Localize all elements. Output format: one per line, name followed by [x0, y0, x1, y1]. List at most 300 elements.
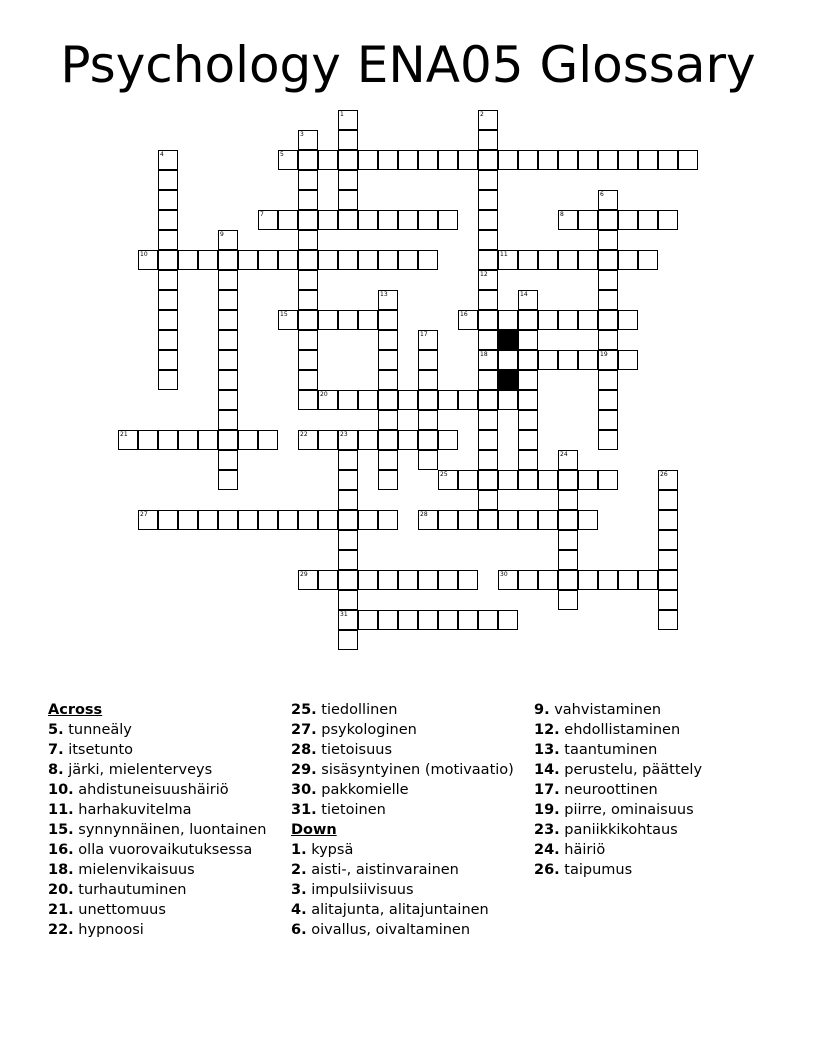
- grid-cell[interactable]: [558, 530, 578, 550]
- grid-cell[interactable]: [158, 510, 178, 530]
- clue-number: 18: [480, 351, 488, 358]
- grid-cell[interactable]: [378, 570, 398, 590]
- clue-number-label: 26.: [534, 862, 560, 878]
- grid-cell[interactable]: [298, 390, 318, 410]
- grid-cell[interactable]: [398, 150, 418, 170]
- grid-cell[interactable]: [598, 270, 618, 290]
- grid-cell[interactable]: [158, 230, 178, 250]
- clue-number-label: 22.: [48, 922, 74, 938]
- grid-cell[interactable]: [618, 250, 638, 270]
- down-clue: [534, 740, 702, 760]
- grid-cell[interactable]: [218, 290, 238, 310]
- grid-cell[interactable]: [158, 190, 178, 210]
- grid-cell[interactable]: [518, 370, 538, 390]
- grid-cell[interactable]: [238, 430, 258, 450]
- grid-cell[interactable]: [218, 350, 238, 370]
- grid-cell[interactable]: [338, 210, 358, 230]
- clue-number-label: 3.: [291, 882, 307, 898]
- grid-cell[interactable]: [498, 470, 518, 490]
- grid-cell[interactable]: [558, 570, 578, 590]
- grid-cell[interactable]: [298, 150, 318, 170]
- grid-cell[interactable]: [178, 250, 198, 270]
- grid-cell[interactable]: [578, 210, 598, 230]
- grid-cell[interactable]: [378, 390, 398, 410]
- clue-text: sisäsyntyinen (motivaatio): [316, 762, 514, 778]
- grid-cell[interactable]: [218, 450, 238, 470]
- grid-cell[interactable]: [658, 570, 678, 590]
- clue-number: 20: [320, 391, 328, 398]
- grid-cell[interactable]: [538, 350, 558, 370]
- grid-cell[interactable]: [518, 310, 538, 330]
- grid-cell[interactable]: [598, 390, 618, 410]
- clue-text: hypnoosi: [73, 922, 144, 938]
- grid-cell[interactable]: [218, 330, 238, 350]
- grid-cell[interactable]: [198, 250, 218, 270]
- clue-text: pakkomielle: [316, 782, 409, 798]
- grid-cell[interactable]: [218, 410, 238, 430]
- grid-cell[interactable]: [218, 230, 238, 250]
- grid-cell[interactable]: [358, 610, 378, 630]
- grid-cell[interactable]: [618, 310, 638, 330]
- grid-cell[interactable]: [378, 610, 398, 630]
- grid-cell[interactable]: [458, 150, 478, 170]
- grid-cell[interactable]: [518, 330, 538, 350]
- grid-cell[interactable]: [338, 430, 358, 450]
- grid-cell[interactable]: [478, 130, 498, 150]
- grid-cell[interactable]: [578, 350, 598, 370]
- grid-cell[interactable]: [578, 470, 598, 490]
- grid-cell[interactable]: [338, 150, 358, 170]
- grid-cell[interactable]: [378, 450, 398, 470]
- grid-cell[interactable]: [378, 250, 398, 270]
- clue-text: ahdistuneisuushäiriö: [73, 782, 229, 798]
- across-clue: [48, 820, 266, 840]
- grid-cell[interactable]: [478, 330, 498, 350]
- grid-cell[interactable]: [478, 290, 498, 310]
- grid-cell[interactable]: [158, 310, 178, 330]
- grid-cell[interactable]: [598, 210, 618, 230]
- grid-cell[interactable]: [418, 250, 438, 270]
- grid-cell[interactable]: [378, 410, 398, 430]
- grid-cell[interactable]: [218, 270, 238, 290]
- grid-cell[interactable]: [438, 390, 458, 410]
- grid-cell[interactable]: [418, 330, 438, 350]
- grid-cell[interactable]: [358, 210, 378, 230]
- grid-cell[interactable]: [458, 510, 478, 530]
- grid-cell[interactable]: [298, 430, 318, 450]
- grid-cell[interactable]: [318, 150, 338, 170]
- grid-cell[interactable]: [298, 290, 318, 310]
- grid-cell[interactable]: [418, 570, 438, 590]
- grid-cell[interactable]: [338, 130, 358, 150]
- grid-cell[interactable]: [638, 150, 658, 170]
- grid-cell[interactable]: [378, 370, 398, 390]
- clue-text: taantuminen: [559, 742, 658, 758]
- grid-cell[interactable]: [318, 570, 338, 590]
- grid-cell[interactable]: [298, 350, 318, 370]
- grid-cell[interactable]: [318, 310, 338, 330]
- grid-cell[interactable]: [518, 290, 538, 310]
- grid-cell[interactable]: [338, 190, 358, 210]
- clue-number: 1: [340, 111, 344, 118]
- grid-cell[interactable]: [518, 450, 538, 470]
- grid-cell[interactable]: [478, 230, 498, 250]
- grid-cell[interactable]: [238, 250, 258, 270]
- grid-cell[interactable]: [338, 310, 358, 330]
- grid-cell[interactable]: [338, 450, 358, 470]
- grid-cell[interactable]: [678, 150, 698, 170]
- grid-cell[interactable]: [658, 550, 678, 570]
- clue-number-label: 19.: [534, 802, 560, 818]
- grid-cell[interactable]: [358, 390, 378, 410]
- grid-cell[interactable]: [378, 470, 398, 490]
- grid-cell[interactable]: [398, 210, 418, 230]
- grid-cell[interactable]: [478, 190, 498, 210]
- grid-cell[interactable]: [218, 310, 238, 330]
- grid-cell[interactable]: [338, 510, 358, 530]
- grid-cell[interactable]: [138, 510, 158, 530]
- grid-cell[interactable]: [398, 390, 418, 410]
- grid-cell[interactable]: [618, 150, 638, 170]
- grid-cell[interactable]: [338, 250, 358, 270]
- grid-cell[interactable]: [518, 430, 538, 450]
- grid-cell[interactable]: [118, 430, 138, 450]
- grid-cell[interactable]: [238, 510, 258, 530]
- grid-cell[interactable]: [498, 310, 518, 330]
- grid-cell[interactable]: [358, 250, 378, 270]
- grid-cell[interactable]: [158, 170, 178, 190]
- grid-cell[interactable]: [198, 430, 218, 450]
- grid-cell[interactable]: [298, 270, 318, 290]
- clues-column-2: [291, 700, 514, 940]
- grid-cell[interactable]: [558, 590, 578, 610]
- grid-cell[interactable]: [578, 150, 598, 170]
- grid-cell[interactable]: [158, 150, 178, 170]
- grid-cell[interactable]: [218, 470, 238, 490]
- clue-number: 25: [440, 471, 448, 478]
- grid-cell[interactable]: [478, 350, 498, 370]
- grid-cell[interactable]: [258, 250, 278, 270]
- grid-cell[interactable]: [378, 210, 398, 230]
- grid-cell[interactable]: [338, 470, 358, 490]
- grid-cell[interactable]: [538, 250, 558, 270]
- grid-cell[interactable]: [618, 350, 638, 370]
- grid-cell[interactable]: [538, 150, 558, 170]
- grid-cell[interactable]: [658, 150, 678, 170]
- clue-number-label: 21.: [48, 902, 74, 918]
- grid-cell[interactable]: [518, 510, 538, 530]
- grid-cell[interactable]: [598, 350, 618, 370]
- grid-cell[interactable]: [298, 510, 318, 530]
- grid-cell[interactable]: [618, 570, 638, 590]
- grid-cell[interactable]: [638, 250, 658, 270]
- grid-cell[interactable]: [578, 570, 598, 590]
- grid-cell[interactable]: [218, 250, 238, 270]
- grid-cell[interactable]: [158, 250, 178, 270]
- grid-cell[interactable]: [478, 270, 498, 290]
- grid-cell[interactable]: [458, 470, 478, 490]
- grid-cell[interactable]: [558, 310, 578, 330]
- grid-cell[interactable]: [298, 190, 318, 210]
- grid-cell[interactable]: [598, 330, 618, 350]
- grid-cell[interactable]: [658, 610, 678, 630]
- grid-cell[interactable]: [558, 450, 578, 470]
- grid-cell[interactable]: [298, 130, 318, 150]
- grid-cell[interactable]: [598, 290, 618, 310]
- clue-text: harhakuvitelma: [73, 802, 192, 818]
- grid-cell[interactable]: [418, 390, 438, 410]
- grid-cell[interactable]: [158, 270, 178, 290]
- grid-cell[interactable]: [518, 250, 538, 270]
- grid-cell[interactable]: [438, 150, 458, 170]
- grid-cell[interactable]: [518, 470, 538, 490]
- grid-cell[interactable]: [178, 510, 198, 530]
- clue-text: turhautuminen: [73, 882, 187, 898]
- grid-cell[interactable]: [478, 430, 498, 450]
- grid-cell[interactable]: [158, 430, 178, 450]
- grid-cell[interactable]: [438, 470, 458, 490]
- clue-number-label: 20.: [48, 882, 74, 898]
- grid-cell[interactable]: [318, 510, 338, 530]
- grid-cell[interactable]: [478, 450, 498, 470]
- grid-cell[interactable]: [478, 390, 498, 410]
- grid-cell[interactable]: [338, 170, 358, 190]
- grid-cell[interactable]: [298, 370, 318, 390]
- grid-cell[interactable]: [498, 510, 518, 530]
- grid-cell[interactable]: [578, 310, 598, 330]
- clue-number: 10: [140, 251, 148, 258]
- grid-cell[interactable]: [298, 310, 318, 330]
- grid-cell[interactable]: [578, 250, 598, 270]
- grid-cell[interactable]: [198, 510, 218, 530]
- grid-cell[interactable]: [478, 490, 498, 510]
- grid-cell[interactable]: [438, 570, 458, 590]
- grid-cell[interactable]: [358, 430, 378, 450]
- grid-cell[interactable]: [658, 490, 678, 510]
- grid-cell[interactable]: [258, 430, 278, 450]
- grid-cell[interactable]: [478, 470, 498, 490]
- grid-cell[interactable]: [638, 210, 658, 230]
- grid-cell[interactable]: [558, 350, 578, 370]
- grid-cell[interactable]: [178, 430, 198, 450]
- down-header: Down: [291, 822, 337, 838]
- grid-cell[interactable]: [438, 430, 458, 450]
- grid-cell[interactable]: [278, 210, 298, 230]
- grid-cell[interactable]: [358, 310, 378, 330]
- clue-text: häiriö: [559, 842, 606, 858]
- grid-cell[interactable]: [518, 410, 538, 430]
- grid-cell[interactable]: [478, 310, 498, 330]
- grid-cell[interactable]: [138, 430, 158, 450]
- grid-cell[interactable]: [598, 570, 618, 590]
- grid-cell[interactable]: [418, 510, 438, 530]
- grid-cell[interactable]: [598, 410, 618, 430]
- grid-cell[interactable]: [318, 250, 338, 270]
- grid-cell[interactable]: [338, 550, 358, 570]
- grid-cell[interactable]: [478, 410, 498, 430]
- grid-cell[interactable]: [598, 370, 618, 390]
- grid-cell[interactable]: [398, 430, 418, 450]
- grid-cell[interactable]: [378, 350, 398, 370]
- grid-cell[interactable]: [378, 290, 398, 310]
- grid-cell[interactable]: [458, 390, 478, 410]
- grid-cell[interactable]: [658, 210, 678, 230]
- grid-cell[interactable]: [558, 150, 578, 170]
- across-clue: [291, 720, 514, 740]
- grid-cell[interactable]: [518, 390, 538, 410]
- grid-cell[interactable]: [298, 170, 318, 190]
- grid-cell[interactable]: [558, 250, 578, 270]
- grid-cell[interactable]: [498, 570, 518, 590]
- grid-cell[interactable]: [478, 610, 498, 630]
- grid-cell[interactable]: [298, 330, 318, 350]
- grid-cell[interactable]: [218, 370, 238, 390]
- clue-number-label: 5.: [48, 722, 64, 738]
- grid-cell[interactable]: [298, 250, 318, 270]
- across-clue: [48, 860, 266, 880]
- grid-cell[interactable]: [478, 510, 498, 530]
- grid-cell[interactable]: [158, 370, 178, 390]
- clue-number: 19: [600, 351, 608, 358]
- grid-cell[interactable]: [458, 610, 478, 630]
- grid-cell[interactable]: [378, 330, 398, 350]
- grid-cell[interactable]: [278, 510, 298, 530]
- grid-cell[interactable]: [598, 470, 618, 490]
- grid-cell[interactable]: [498, 250, 518, 270]
- grid-cell[interactable]: [418, 210, 438, 230]
- grid-cell[interactable]: [478, 150, 498, 170]
- grid-cell[interactable]: [478, 170, 498, 190]
- grid-cell[interactable]: [598, 150, 618, 170]
- grid-cell[interactable]: [498, 350, 518, 370]
- grid-cell[interactable]: [598, 190, 618, 210]
- grid-cell[interactable]: [258, 210, 278, 230]
- grid-cell[interactable]: [358, 150, 378, 170]
- grid-cell[interactable]: [498, 610, 518, 630]
- grid-cell[interactable]: [418, 370, 438, 390]
- grid-cell[interactable]: [658, 510, 678, 530]
- grid-cell[interactable]: [418, 150, 438, 170]
- grid-cell[interactable]: [158, 290, 178, 310]
- grid-cell[interactable]: [338, 390, 358, 410]
- grid-cell[interactable]: [418, 610, 438, 630]
- grid-cell[interactable]: [218, 510, 238, 530]
- grid-cell[interactable]: [158, 350, 178, 370]
- clue-number-label: 9.: [534, 702, 550, 718]
- grid-cell[interactable]: [338, 590, 358, 610]
- grid-cell[interactable]: [318, 430, 338, 450]
- grid-cell[interactable]: [298, 210, 318, 230]
- grid-cell[interactable]: [378, 310, 398, 330]
- grid-cell[interactable]: [518, 350, 538, 370]
- grid-cell[interactable]: [398, 250, 418, 270]
- grid-cell[interactable]: [278, 310, 298, 330]
- grid-cell[interactable]: [358, 570, 378, 590]
- grid-cell[interactable]: [338, 110, 358, 130]
- grid-cell[interactable]: [578, 510, 598, 530]
- grid-cell[interactable]: [418, 410, 438, 430]
- grid-cell[interactable]: [478, 250, 498, 270]
- grid-cell[interactable]: [478, 110, 498, 130]
- grid-cell[interactable]: [598, 250, 618, 270]
- grid-cell[interactable]: [538, 470, 558, 490]
- grid-cell[interactable]: [438, 610, 458, 630]
- grid-cell[interactable]: [658, 470, 678, 490]
- grid-cell[interactable]: [418, 350, 438, 370]
- grid-cell[interactable]: [418, 430, 438, 450]
- grid-cell[interactable]: [318, 390, 338, 410]
- grid-cell[interactable]: [458, 570, 478, 590]
- grid-cell[interactable]: [258, 510, 278, 530]
- grid-cell[interactable]: [658, 530, 678, 550]
- grid-cell[interactable]: [558, 470, 578, 490]
- grid-cell[interactable]: [598, 430, 618, 450]
- grid-cell[interactable]: [498, 390, 518, 410]
- grid-cell[interactable]: [658, 590, 678, 610]
- black-cell: [498, 370, 518, 390]
- grid-cell[interactable]: [338, 630, 358, 650]
- grid-cell[interactable]: [158, 330, 178, 350]
- grid-cell[interactable]: [598, 310, 618, 330]
- grid-cell[interactable]: [558, 490, 578, 510]
- black-cell: [498, 330, 518, 350]
- grid-cell[interactable]: [378, 150, 398, 170]
- down-clue: [534, 860, 702, 880]
- grid-cell[interactable]: [558, 210, 578, 230]
- grid-cell[interactable]: [538, 570, 558, 590]
- grid-cell[interactable]: [158, 210, 178, 230]
- clue-text: impulsiivisuus: [306, 882, 414, 898]
- grid-cell[interactable]: [518, 570, 538, 590]
- grid-cell[interactable]: [458, 310, 478, 330]
- grid-cell[interactable]: [138, 250, 158, 270]
- grid-cell[interactable]: [478, 370, 498, 390]
- grid-cell[interactable]: [338, 570, 358, 590]
- grid-cell[interactable]: [378, 510, 398, 530]
- grid-cell[interactable]: [498, 150, 518, 170]
- grid-cell[interactable]: [338, 530, 358, 550]
- grid-cell[interactable]: [298, 570, 318, 590]
- grid-cell[interactable]: [438, 210, 458, 230]
- grid-cell[interactable]: [298, 230, 318, 250]
- grid-cell[interactable]: [638, 570, 658, 590]
- grid-cell[interactable]: [218, 390, 238, 410]
- grid-cell[interactable]: [378, 430, 398, 450]
- grid-cell[interactable]: [358, 510, 378, 530]
- grid-cell[interactable]: [218, 430, 238, 450]
- grid-cell[interactable]: [478, 210, 498, 230]
- grid-cell[interactable]: [598, 230, 618, 250]
- grid-cell[interactable]: [318, 210, 338, 230]
- grid-cell[interactable]: [338, 490, 358, 510]
- grid-cell[interactable]: [278, 250, 298, 270]
- grid-cell[interactable]: [558, 550, 578, 570]
- grid-cell[interactable]: [558, 510, 578, 530]
- clue-text: kypsä: [306, 842, 354, 858]
- grid-cell[interactable]: [278, 150, 298, 170]
- grid-cell[interactable]: [538, 510, 558, 530]
- across-clue: [48, 800, 266, 820]
- grid-cell[interactable]: [418, 450, 438, 470]
- grid-cell[interactable]: [438, 510, 458, 530]
- grid-cell[interactable]: [338, 610, 358, 630]
- grid-cell[interactable]: [398, 570, 418, 590]
- grid-cell[interactable]: [538, 310, 558, 330]
- grid-cell[interactable]: [618, 210, 638, 230]
- grid-cell[interactable]: [518, 150, 538, 170]
- clue-number-label: 8.: [48, 762, 64, 778]
- grid-cell[interactable]: [398, 610, 418, 630]
